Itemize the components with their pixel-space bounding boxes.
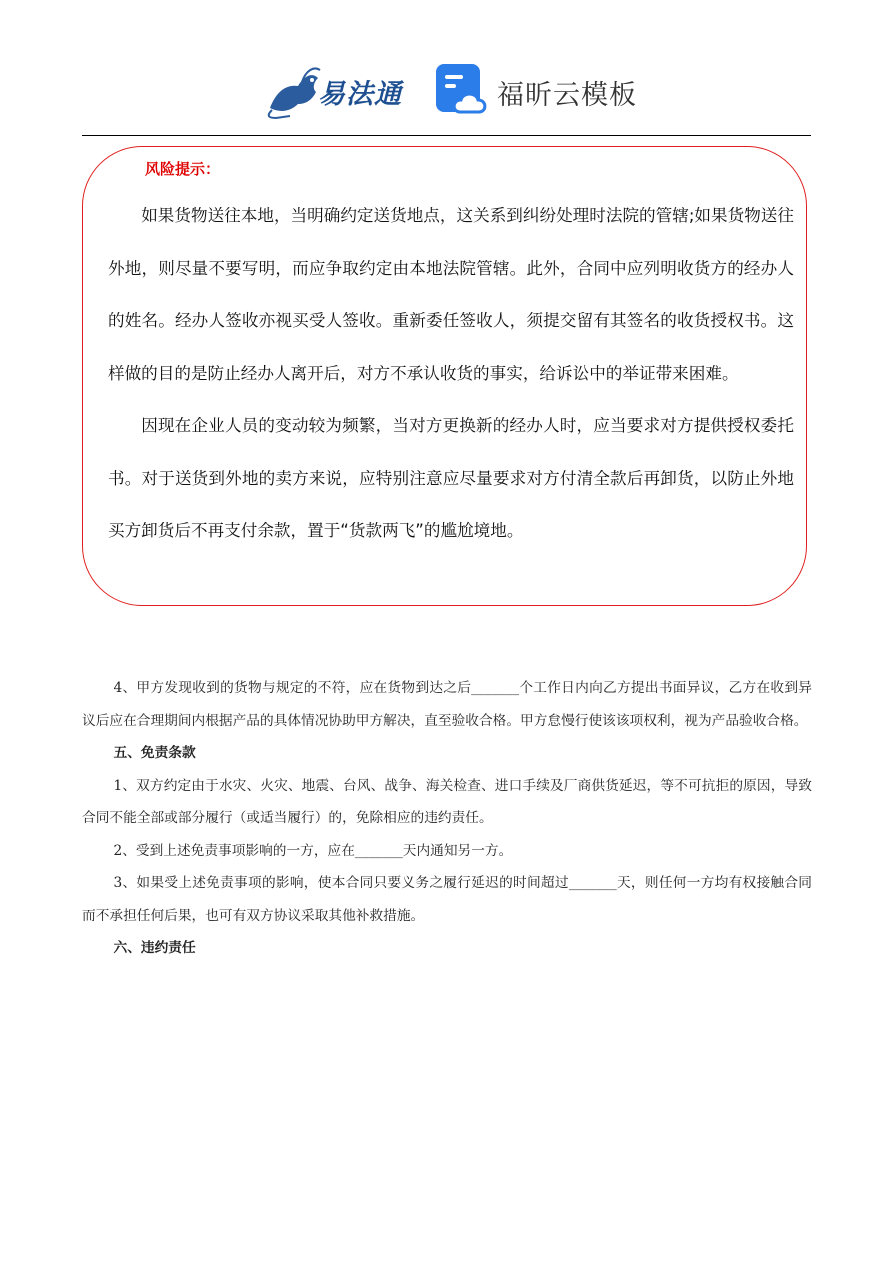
page-header — [0, 58, 893, 124]
clause-paragraph: 2、受到上述免责事项影响的一方，应在_______天内通知另一方。 — [113, 842, 513, 859]
yifatong-logo-text: 易法通 — [318, 79, 402, 110]
risk-warning-body — [108, 190, 794, 558]
section-heading: 六、违约责任 — [113, 940, 196, 956]
clause-paragraph: 1、双方约定由于水灾、火灾、地震、台风、战争、海关检查、进口手续及厂商供货延迟，等不可抗拒的原因，导致合同不能全部或部分履行（或适当履行）的，免除相应的违约责任。 — [82, 777, 812, 826]
contract-body — [82, 672, 812, 965]
section-heading: 五、免责条款 — [113, 745, 196, 761]
clause-paragraph: 4、甲方发现收到的货物与规定的不符，应在货物到达之后_______个工作日内向乙方提出书面异议，乙方在收到异议后应在合理期间内根据产品的具体情况协助甲方解决，直至验收合格。甲方怠慢行使该该项权利，视为产品验收合格。 — [82, 680, 812, 729]
cloud-document-icon — [436, 64, 488, 116]
header-divider — [82, 135, 811, 136]
risk-paragraph: 如果货物送往本地，当明确约定送货地点，这关系到纠纷处理时法院的管辖;如果货物送往外地，则尽量不要写明，而应争取约定由本地法院管辖。此外，合同中应列明收货方的经办人的姓名。经办人签收亦视买受人签收。重新委任签收人，须提交留有其签名的收货授权书。这样做的目的是防止经办人离开后，对方不承认收货的事实，给诉讼中的举证带来困难。 — [108, 206, 794, 383]
risk-warning-title: 风险提示： — [145, 160, 221, 178]
risk-paragraph: 因现在企业人员的变动较为频繁，当对方更换新的经办人时，应当要求对方提供授权委托书。对于送货到外地的卖方来说，应特别注意应尽量要求对方付清全款后再卸货，以防止外地买方卸货后不再支付余款，置于“货款两飞”的尴尬境地。 — [108, 416, 794, 540]
clause-paragraph: 3、如果受上述免责事项的影响，使本合同只要义务之履行延迟的时间超过_______天，则任何一方均有权接触合同而不承担任何后果，也可有双方协议采取其他补救措施。 — [82, 875, 812, 924]
fuxin-logo-text: 福昕云模板 — [497, 80, 637, 111]
